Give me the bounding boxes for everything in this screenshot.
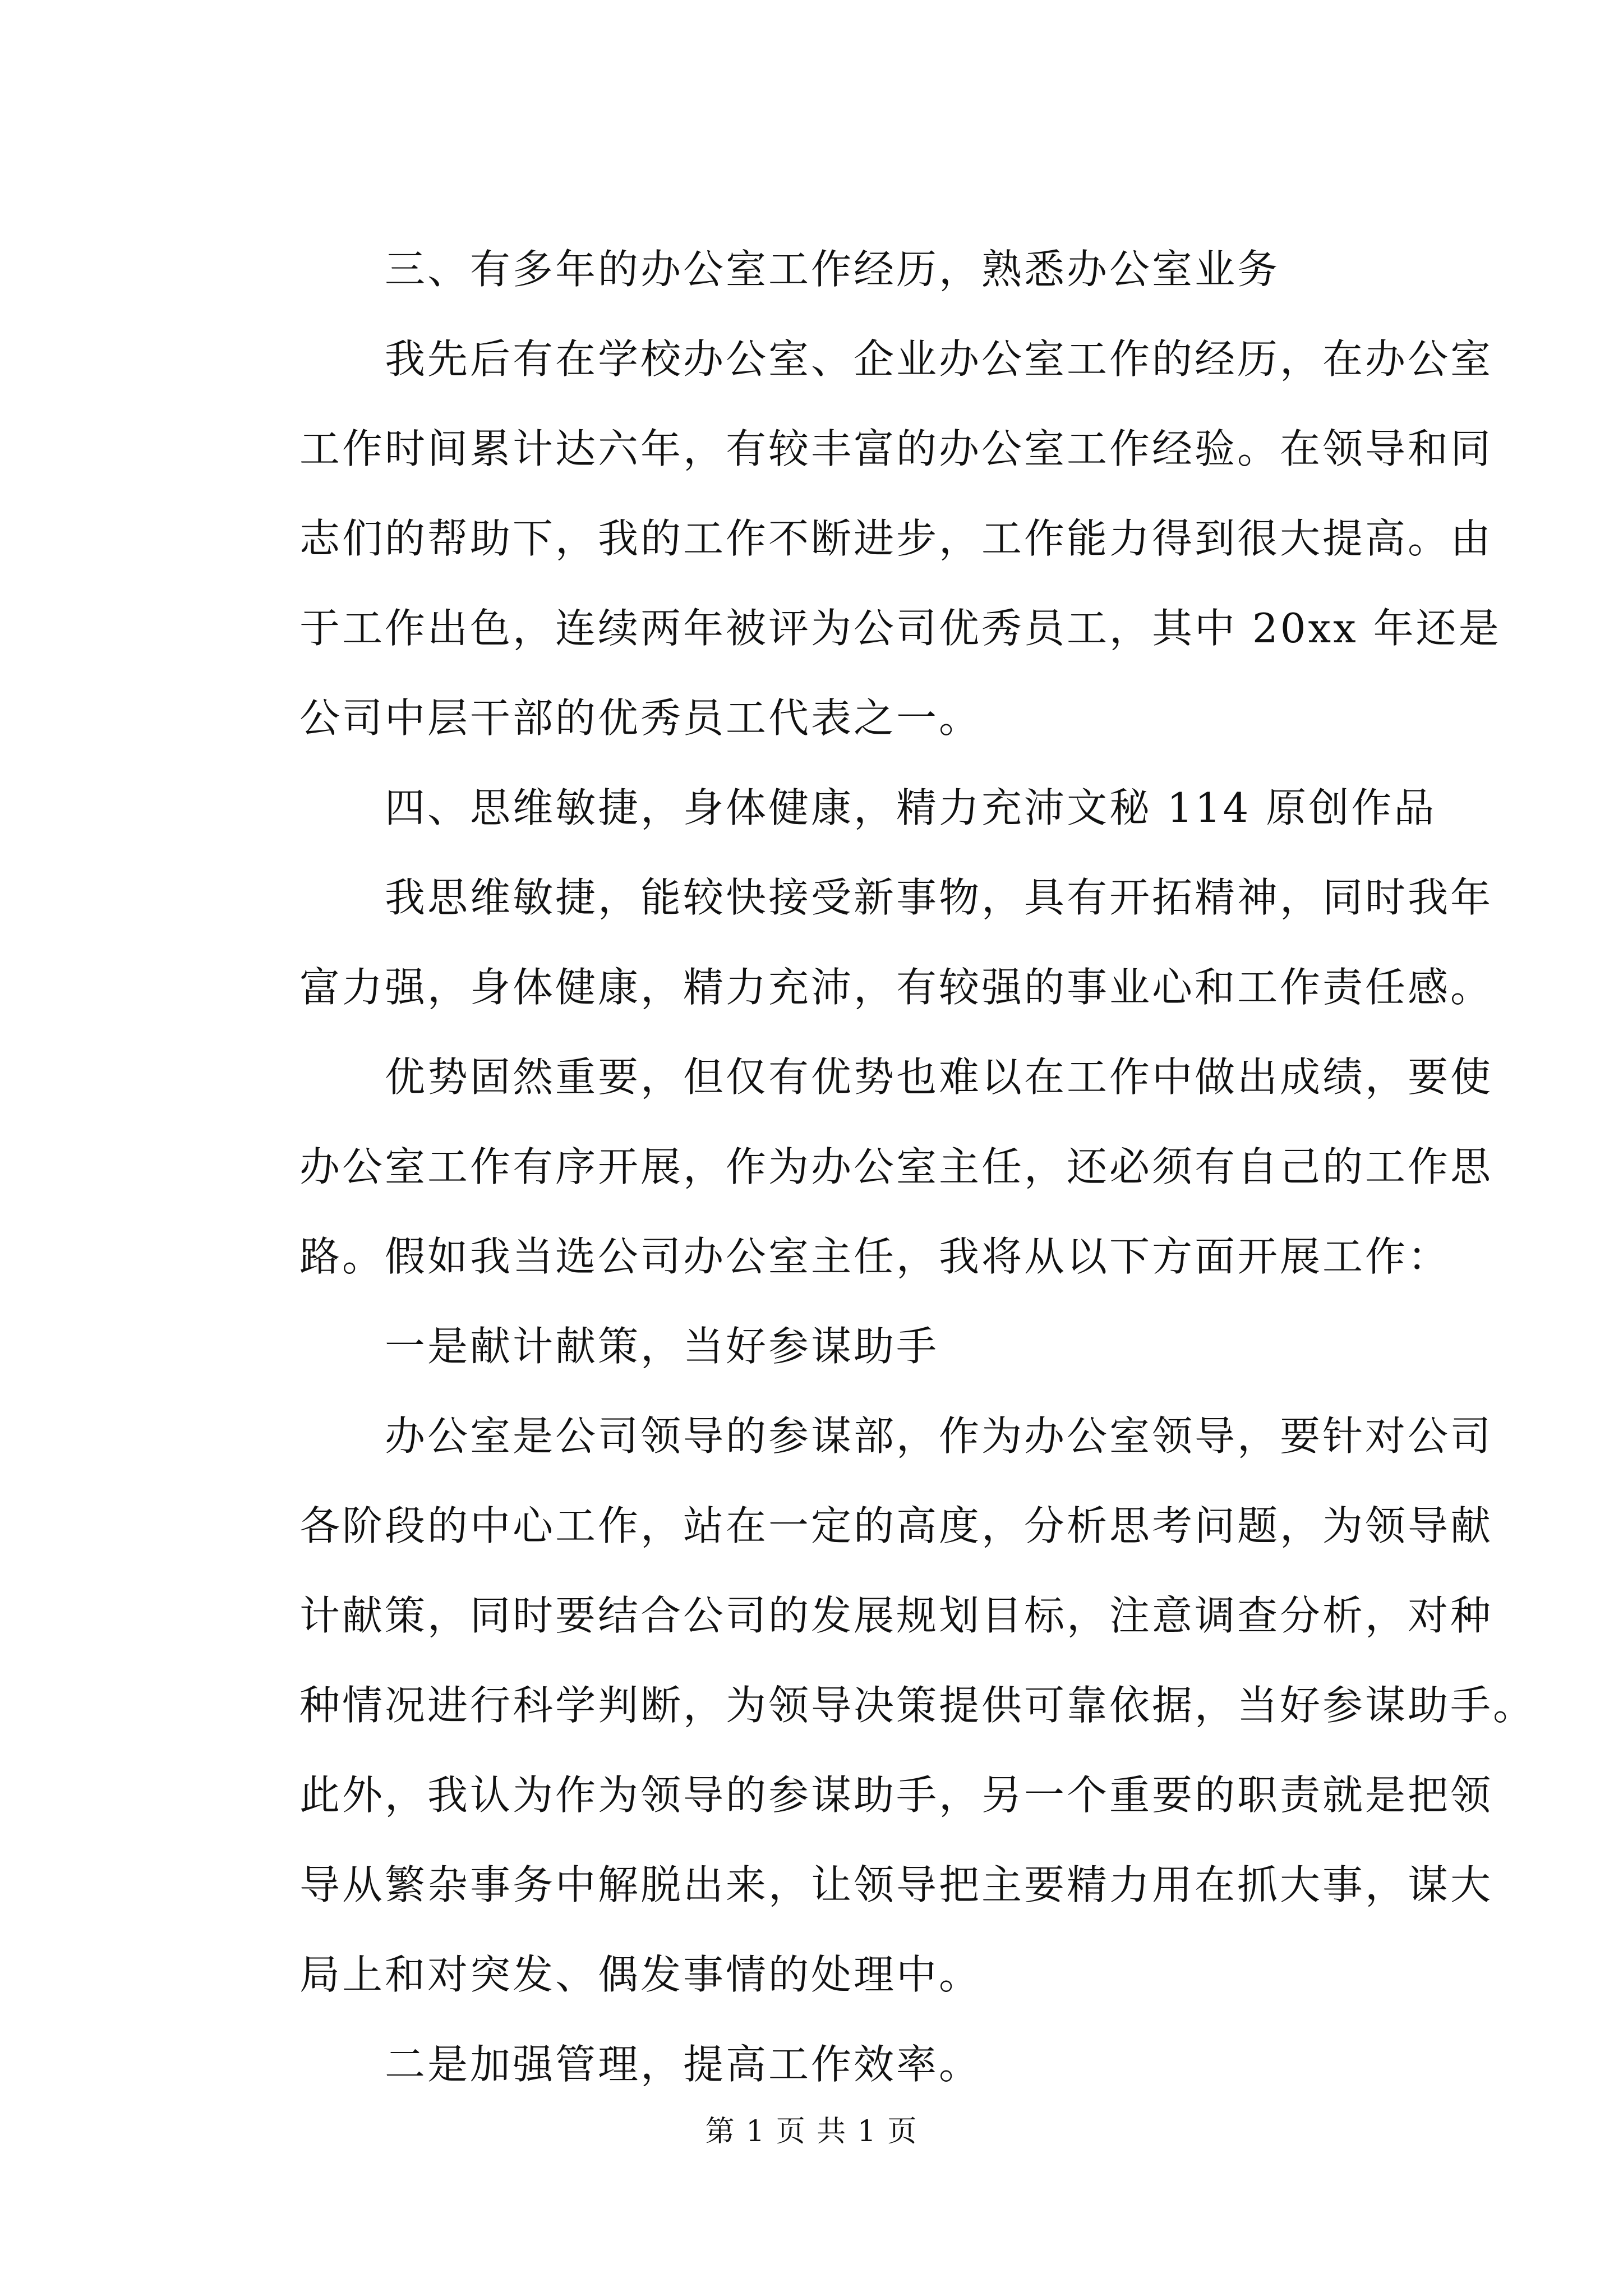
- paragraph-line: 路。假如我当选公司办公室主任，我将从以下方面开展工作：: [299, 1233, 1451, 1280]
- heading-one: 一是献计献策，当好参谋助手: [299, 1323, 939, 1370]
- paragraph-line: 我先后有在学校办公室、企业办公室工作的经历，在办公室: [299, 335, 1493, 383]
- paragraph-line: 此外，我认为作为领导的参谋助手，另一个重要的职责就是把领: [299, 1772, 1493, 1819]
- heading-four: 四、思维敏捷，身体健康，精力充沛文秘 114 原创作品: [299, 784, 1437, 831]
- document-body: [299, 224, 1536, 2109]
- paragraph-line: 办公室是公司领导的参谋部，作为办公室领导，要针对公司: [299, 1412, 1493, 1460]
- page-footer: 第 1 页 共 1 页: [705, 2115, 918, 2148]
- paragraph-line: 办公室工作有序开展，作为办公室主任，还必须有自己的工作思: [299, 1143, 1493, 1190]
- paragraph-line: 种情况进行科学判断，为领导决策提供可靠依据，当好参谋助手。: [299, 1682, 1536, 1729]
- paragraph-line: 局上和对突发、偶发事情的处理中。: [299, 1951, 982, 1998]
- paragraph-line: 导从繁杂事务中解脱出来，让领导把主要精力用在抓大事，谋大: [299, 1861, 1493, 1908]
- paragraph-line: 优势固然重要，但仅有优势也难以在工作中做出成绩，要使: [299, 1053, 1493, 1101]
- paragraph-line: 工作时间累计达六年，有较丰富的办公室工作经验。在领导和同: [299, 425, 1493, 472]
- paragraph-line: 于工作出色，连续两年被评为公司优秀员工，其中 20xx 年还是: [299, 605, 1501, 652]
- paragraph-line: 公司中层干部的优秀员工代表之一。: [299, 694, 982, 742]
- paragraph-line: 各阶段的中心工作，站在一定的高度，分析思考问题，为领导献: [299, 1502, 1493, 1549]
- paragraph-line: 计献策，同时要结合公司的发展规划目标，注意调查分析，对种: [299, 1592, 1493, 1639]
- paragraph-line: 富力强，身体健康，精力充沛，有较强的事业心和工作责任感。: [299, 964, 1493, 1011]
- heading-three: 三、有多年的办公室工作经历，熟悉办公室业务: [299, 246, 1280, 293]
- heading-two: 二是加强管理，提高工作效率。: [299, 2041, 982, 2088]
- paragraph-line: 志们的帮助下，我的工作不断进步，工作能力得到很大提高。由: [299, 515, 1493, 562]
- paragraph-line: 我思维敏捷，能较快接受新事物，具有开拓精神，同时我年: [299, 874, 1493, 921]
